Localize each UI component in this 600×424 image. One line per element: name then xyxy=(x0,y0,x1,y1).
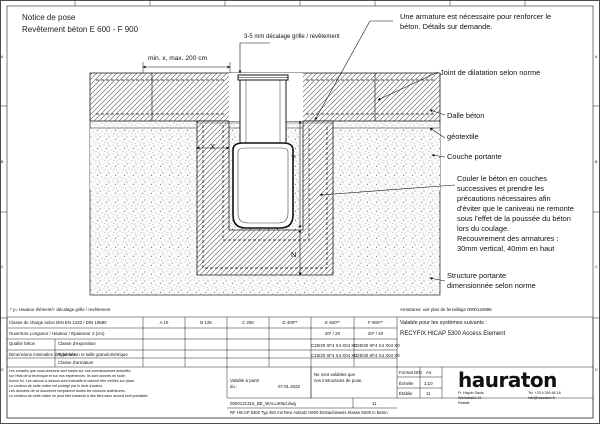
class-e600: E 600** xyxy=(325,320,340,325)
callout-pour-4: d'éviter que le caniveau ne remonte xyxy=(457,204,574,213)
y-dimension-label: Y xyxy=(291,153,296,162)
code-e600-1: C25/30 XF4 X4 X04 X0 xyxy=(311,343,357,348)
legal-line-6: Le contenu de cette notice ne peut être transmis à des tiers sans accord écrit préalable. xyxy=(9,394,149,398)
code-e600-2: C25/30 XF4 X4 X04 X0 xyxy=(311,353,357,358)
channel-body xyxy=(233,143,293,228)
document-number: 0000121316_BE_WALL906d.dwg xyxy=(230,401,296,406)
company-email: info@hauraton.fr xyxy=(528,396,555,400)
callout-expansion-joint: Joint de dilatation selon norme xyxy=(440,68,541,77)
callout-pour-2: successives et prendre les xyxy=(457,184,545,193)
x-dimension-label: X xyxy=(210,142,215,151)
company-phone: Tel. +33 4 390 66 18 xyxy=(528,391,561,395)
footnote-right: Armatures: voir plan de ferraillage 0000122986 xyxy=(400,307,492,312)
format-value: A4 xyxy=(426,370,432,375)
concrete-type-label: Type béton et taille granulométrique xyxy=(58,352,128,357)
code-f900-1: C25/30 XF4 X4 X04 X0 xyxy=(354,343,400,348)
code-f900-2: C25/30 XF4 X4 X04 X0 xyxy=(354,353,400,358)
callout-reinforcement-1: Une armature est nécessaire pour renforcer le xyxy=(400,12,552,21)
valid-for-label: Valable pour les systèmes suivants : xyxy=(400,320,487,326)
class-a15: A 15 xyxy=(159,320,169,325)
opening-label: Ouverture Longueur / Hauteur / Épaisseur 2 (cm) xyxy=(9,331,105,336)
callout-pour-1: Couler le béton en couches xyxy=(457,174,547,183)
format-label: Format DIN xyxy=(399,370,422,375)
margin-letter-d-right: D xyxy=(595,368,598,372)
valid-from-label-2: du : xyxy=(230,384,238,389)
valid-from-label-1: Valable à partir xyxy=(230,378,260,383)
opening-e600: 20* / 20 xyxy=(324,331,341,336)
margin-letter-a-right: A xyxy=(595,55,598,59)
margin-letter-c: C xyxy=(1,265,4,269)
margin-letter-d: D xyxy=(1,368,4,372)
valid-from-date: 07.01.2022 xyxy=(278,384,300,389)
validity-note-1: Ne sont valables que xyxy=(314,372,356,377)
offset-dimension-label: 3-5 mm décalage grille / revêtement xyxy=(244,34,340,40)
class-b125: B 125 xyxy=(200,320,212,325)
legal-line-2: sur l'état de la technique et sur nos expériences. Ils sont donnés en toute xyxy=(9,374,126,378)
legal-line-4: Le contenu de cette notice est protégé par le droit d'auteur. xyxy=(9,384,103,388)
margin-letter-c-right: C xyxy=(595,265,598,269)
exposure-class-label: Classe d'exposition xyxy=(58,341,96,346)
callout-geotextile: géotextile xyxy=(447,132,479,141)
class-f900: F 900** xyxy=(368,320,383,325)
footnote-left: * y= Hauteur élément/+ décalage grille / revêtement xyxy=(10,307,111,312)
margin-letter-b: B xyxy=(1,160,4,164)
drawn-label: Établie xyxy=(399,391,413,396)
width-dimension-label: min. x, max. 200 cm xyxy=(148,55,207,62)
legal-line-3: bonne foi. Les calculs ci-dessus sont indicatifs et doivent être vérifiés sur place. xyxy=(9,379,136,383)
class-d400: D 400** xyxy=(282,320,298,325)
company-logo: hauraton xyxy=(458,368,557,392)
scale-label: Échelle xyxy=(399,381,414,386)
drawn-value: 11 xyxy=(426,391,431,396)
concrete-quality-label: Qualité béton xyxy=(9,341,36,346)
callout-pour-5: sous l'effet de la poussée du béton xyxy=(457,214,571,223)
product-name: RECYFIX HICAP 5300 Access Element xyxy=(400,331,506,337)
title-line-1: Notice de pose xyxy=(22,13,76,22)
callout-support-1: Structure portante xyxy=(447,271,507,280)
margin-letter-a: A xyxy=(1,55,4,59)
callout-pour-6: lors du coulage. xyxy=(457,224,510,233)
load-class-label: Classe de charge selon DIN EN 1433 / DIN 19580 xyxy=(9,320,107,325)
callout-support-2: dimensionnée selon norme xyxy=(447,281,536,290)
scale-value: 1:10 xyxy=(424,381,433,386)
class-c250: C 250 xyxy=(242,320,254,325)
drawing-title: RF HICAP 5300 Typ 450 mit Revi Aufsatz H800 Einbauhinweis Klasse E600 in Beton xyxy=(230,410,388,415)
title-line-2: Revêtement béton E 600 - F 900 xyxy=(22,25,139,34)
legal-line-5: Les données de ce document remplacent toutes les versions antérieures. xyxy=(9,389,126,393)
callout-reinforcement-2: béton. Détails sur demande. xyxy=(400,22,493,31)
legal-line-1: Les conseils que nous donnons sont basés sur nos connaissances actuelles, xyxy=(9,369,132,373)
reinforcement-class-label: Classe d'armature xyxy=(58,360,94,365)
company-address-2: Werkstraße 24 xyxy=(458,396,482,400)
company-address-1: Fr. Haydn Sauts xyxy=(458,391,484,395)
validity-note-2: nos instructions de pose. xyxy=(314,378,363,383)
channel-riser xyxy=(240,78,286,143)
margin-letter-b-right: B xyxy=(595,160,598,164)
callout-pour-3: précautions nécessaires afin xyxy=(457,194,551,203)
callout-pour-8: 30mm vertical, 40mm en haut xyxy=(457,244,555,253)
callout-concrete-slab: Dalle béton xyxy=(447,111,485,120)
min-dimensions-label: Dimensions minimales des bétons xyxy=(9,352,76,357)
callout-base-layer: Couche portante xyxy=(447,152,502,161)
opening-f900: 20* / 20 xyxy=(367,331,384,336)
document-index: 11 xyxy=(372,401,377,406)
company-address-3: Rastatt xyxy=(458,401,470,405)
n-dimension-label: N xyxy=(291,250,297,259)
callout-pour-7: Recouvrement des armatures : xyxy=(457,234,559,243)
